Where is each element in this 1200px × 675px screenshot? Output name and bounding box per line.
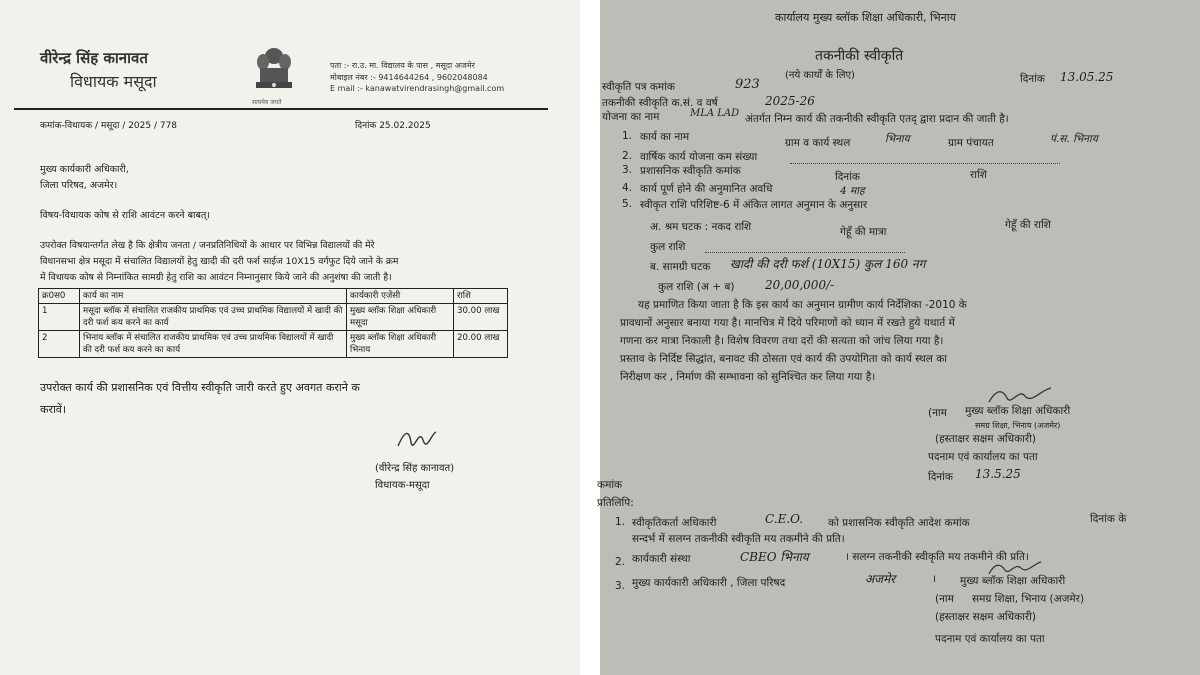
- subject-line: विषय-विधायक कोष से राशि आवंटन करने बाबत्।: [40, 210, 210, 221]
- column-header: क्र0स0: [39, 289, 80, 304]
- item-label: कार्य पूर्ण होने की अनुमानित अवधि: [640, 183, 773, 195]
- table-row: [39, 331, 508, 358]
- recipient-line: मुख्य कार्यकारी अधिकारी,: [40, 164, 129, 175]
- national-emblem-icon: [250, 46, 298, 102]
- item-text: ग्राम व कार्य स्थल: [785, 137, 851, 149]
- date-label: दिनांक: [1020, 73, 1045, 85]
- copy-hw: अजमेर: [865, 572, 896, 586]
- wheat-qty-label: गेहूँ की मात्रा: [840, 226, 887, 238]
- copy-text: कार्यकारी संस्था: [632, 553, 691, 565]
- table-row: [39, 304, 508, 331]
- table-header-row: [39, 289, 508, 304]
- ts-no-label: तकनीकी स्वीकृति क.सं. व वर्ष: [602, 97, 718, 109]
- column-header: राशि: [454, 289, 508, 304]
- sign-name-label: (नाम: [928, 407, 947, 419]
- sign-address-label: पदनाम एवं कार्यालय का पता: [935, 633, 1045, 645]
- body-line: उपरोक्त विषयान्तर्गत लेख है कि क्षेत्रीय जनता / जनप्रतिनिधियों के आधार पर विभिन्न विद्यालयों की मेरे: [40, 240, 375, 251]
- copy-text: मुख्य कार्यकारी अधिकारी , जिला परिषद: [632, 577, 786, 589]
- letter-no-value: 923: [735, 77, 760, 92]
- certificate-line: प्रावधानों अनुसार बनाया गया है। मानचित्र में दिये परिमाणों को ध्यान में रखते हुये यथार्त में: [620, 317, 955, 329]
- item-extra-hw: पं.स. भिनाय: [1050, 133, 1098, 145]
- item-no: 1.: [622, 130, 633, 142]
- body-line: में विधायक कोष से निम्नांकित सामग्री हेतु राशि का आवंटन निम्नानुसार किये जाने की अनुशंषा की जाती है।: [40, 272, 392, 283]
- copy-text4: सन्दर्भ में सलग्न तकनीकी स्वीकृति मय तकमीने की प्रति।: [632, 533, 845, 545]
- copy-text2: को प्रशासनिक स्वीकृति आदेश कमांक: [828, 517, 970, 529]
- sign-authority: (हस्ताक्षर सक्षम अधिकारी): [935, 433, 1036, 445]
- form-title: तकनीकी स्वीकृति: [815, 48, 904, 64]
- date-value: 13.05.25: [1060, 70, 1114, 84]
- copy-hw: CBEO भिनाय: [740, 550, 809, 564]
- allocation-table: [38, 288, 508, 358]
- sign-office: समग्र शिक्षा, भिनाय (अजमेर): [972, 593, 1085, 605]
- item-extra: राशि: [970, 169, 987, 181]
- item-no: 3.: [622, 164, 633, 176]
- certificate-line: निरीक्षण कर , निर्माण की सम्भावना को सुनिश्चित कर लिया गया है।: [620, 371, 876, 383]
- blank-line: [790, 163, 1060, 165]
- form-subtitle: (नये कार्यों के लिए): [785, 70, 855, 81]
- certificate-line: यह प्रमाणित किया जाता है कि इस कार्य का अनुमान ग्रामीण कार्य निर्देशिका -2010 के: [638, 299, 967, 311]
- column-header: कार्यकारी एजेंसी: [347, 289, 454, 304]
- closing-line: करावें।: [40, 403, 67, 416]
- sign-authority: (हस्ताक्षर सक्षम अधिकारी): [935, 611, 1036, 623]
- labour-label: अ. श्रम घटक : नकद राशि: [650, 221, 752, 233]
- copy-no: 2.: [615, 556, 626, 568]
- certificate-line: गणना कर मात्रा निकाली है। विशेष विवरण तथा दरों की सत्यता को जांच लिया गया है।: [620, 335, 944, 347]
- phone-line: मोबाइल नंबर :- 9414644264 , 9602048084: [330, 73, 488, 82]
- email-line: E mail :- kanawatvirendrasingh@gmail.com: [330, 84, 505, 93]
- signatory-name: (वीरेन्द्र सिंह कानावत): [375, 463, 455, 474]
- total-label: कुल राशि: [650, 241, 686, 253]
- copy-header: प्रतिलिपि:: [597, 497, 634, 509]
- letterhead-divider: [14, 108, 548, 110]
- grand-total-label: कुल राशि (अ + ब): [658, 281, 735, 293]
- certificate-line: प्रस्ताव के निर्दिष्ट सिद्धांत, बनावट की ठोसता एवं कार्य की उपयोगिता को कार्य स्थल का: [620, 353, 948, 365]
- sign-name-label: (नाम: [935, 593, 954, 605]
- item-extra: ग्राम पंचायत: [948, 137, 994, 149]
- sign-date-label: दिनांक: [928, 471, 953, 483]
- sign-address-label: पदनाम एवं कार्यालय का पता: [928, 451, 1038, 463]
- office-heading: कार्यालय मुख्य ब्लॉक शिक्षा अधिकारी, भिनाय: [775, 11, 956, 24]
- item-hw: 4 माह: [840, 185, 865, 197]
- item-label: प्रशासनिक स्वीकृति कमांक: [640, 165, 741, 177]
- sign-date-value: 13.5.25: [975, 467, 1021, 481]
- item-label: वार्षिक कार्य योजना कम संख्या: [640, 151, 758, 163]
- material-value: खादी की दरी फर्श (10X15) कुल 160 नग: [730, 257, 926, 271]
- reference-number: कमांक-विधायक / मसूदा / 2025 / 778: [40, 121, 178, 131]
- copy-text3: दिनांक के: [1090, 513, 1127, 525]
- item-hw: भिनाय: [885, 133, 910, 145]
- closing-line: उपरोक्त कार्य की प्रशासनिक एवं वित्तीय स्वीकृति जारी करते हुए अवगत कराने क: [40, 381, 360, 394]
- copy-text2: । सलग्न तकनीकी स्वीकृति मय तकमीने की प्रति।: [845, 551, 1029, 563]
- copy-text2: ।: [932, 573, 936, 585]
- signature-icon: [395, 426, 439, 452]
- item-no: 5.: [622, 198, 633, 210]
- emblem-caption: सत्यमेव जयते: [252, 99, 282, 106]
- column-header: कार्य का नाम: [80, 289, 347, 304]
- blank-line: [705, 252, 905, 254]
- copy-no: 1.: [615, 516, 626, 528]
- cell: मुख्य ब्लॉक शिक्षा अधिकारी भिनाय: [347, 331, 454, 358]
- letter-date: दिनांक 25.02.2025: [355, 121, 431, 131]
- page-gap: [580, 0, 600, 675]
- sign-designation: मुख्य ब्लॉक शिक्षा अधिकारी: [960, 575, 1066, 587]
- scheme-text: अंतर्गत निम्न कार्य की तकनीकी स्वीकृति एतद् द्वारा प्रदान की जाती है।: [745, 113, 1009, 125]
- sign-designation: मुख्य ब्लॉक शिक्षा अधिकारी: [965, 405, 1071, 417]
- letterhead-title: विधायक मसूदा: [70, 72, 157, 91]
- item-no: 2.: [622, 150, 633, 162]
- copy-no: 3.: [615, 580, 626, 592]
- letterhead-name: वीरेन्द्र सिंह कानावत: [40, 49, 148, 67]
- scheme-value: MLA LAD: [690, 108, 740, 119]
- scheme-label: योजना का नाम: [602, 111, 660, 123]
- grand-total-value: 20,00,000/-: [765, 278, 835, 292]
- cell: मसूदा ब्लॉक में संचालित राजकीय प्राथमिक एवं उच्च प्राथमिक विद्यालयों में खादी की दरी फर्श कय करने का कार्य: [80, 304, 347, 331]
- recipient-line: जिला परिषद, अजमेर।: [40, 180, 118, 191]
- item-label: कार्य का नाम: [640, 131, 690, 143]
- cell: 30.00 लाख: [454, 304, 508, 331]
- body-line: विधानसभा क्षेत्र मसूदा में संचालित विद्यालयों हेतु खादी की दरी फर्श साईज 10X15 वर्गफुट दिये जाने के क्रम: [40, 256, 399, 267]
- mla-letter: [0, 0, 580, 675]
- copy-number-label: कमांक: [597, 479, 623, 491]
- cell: 1: [39, 304, 80, 331]
- copy-hw: C.E.O.: [765, 512, 804, 526]
- signatory-title: विधायक-मसूदा: [375, 480, 430, 491]
- copy-text: स्वीकृतिकर्ता अधिकारी: [632, 517, 717, 529]
- ts-no-value: 2025-26: [765, 94, 815, 108]
- letter-no-label: स्वीकृति पत्र कमांक: [602, 81, 675, 93]
- wheat-amt-label: गेहूँ की राशि: [1005, 219, 1051, 231]
- item-no: 4.: [622, 182, 633, 194]
- sign-office: समग्र शिक्षा, भिनाय (अजमेर): [975, 421, 1061, 430]
- item-label: स्वीकृत राशि परिशिष्ट-6 में अंकित लागत अनुमान के अनुसार: [640, 199, 868, 211]
- item-text: दिनांक: [835, 171, 860, 183]
- address-line: पता :- रा.उ. मा. विद्यालय के पास , मसूदा अजमेर: [330, 61, 475, 70]
- cell: 2: [39, 331, 80, 358]
- cell: 20.00 लाख: [454, 331, 508, 358]
- cell: मुख्य ब्लॉक शिक्षा अधिकारी मसूदा: [347, 304, 454, 331]
- cell: भिनाय ब्लॉक में संचालित राजकीय प्राथमिक एवं उच्च प्राथमिक विद्यालयों में खादी की दरी फर्श कय करने का कार्य: [80, 331, 347, 358]
- material-label: ब. सामग्री घटक: [650, 261, 711, 273]
